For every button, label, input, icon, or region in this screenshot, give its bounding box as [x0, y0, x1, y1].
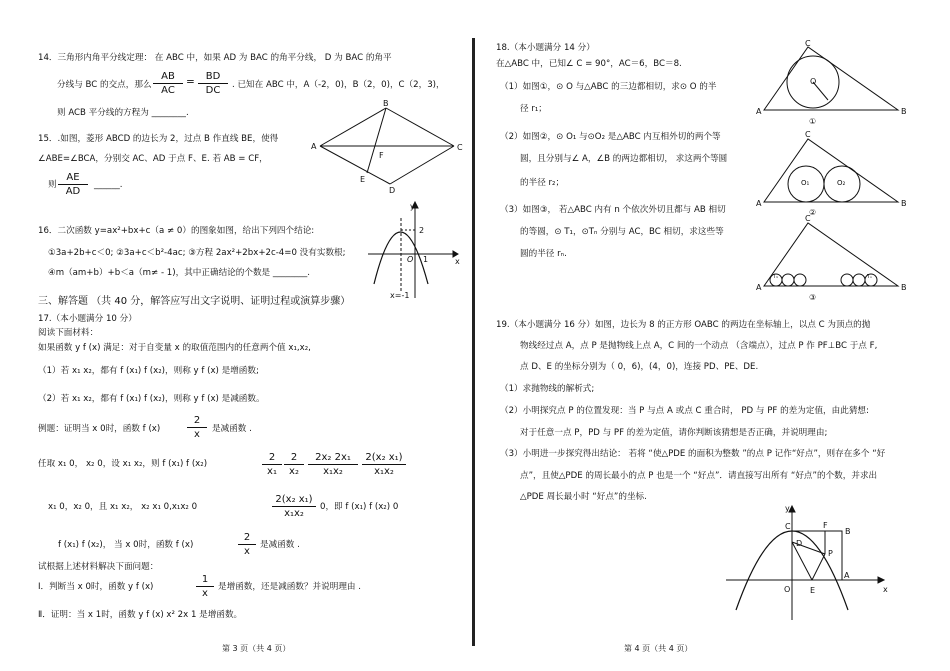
fig2-label-c: C — [805, 130, 811, 139]
q17-part-ii: Ⅱ．证明：当 x 1时，函数 y f (x) x² 2x 1 是增函数。 — [38, 610, 243, 620]
q18-p1a: （1）如图①，⊙ O 与△ABC 的三边都相切，求⊙ O 的半 — [500, 82, 717, 92]
rhombus-edge-bc — [386, 108, 454, 146]
q18-triangle-figures — [756, 40, 910, 302]
frac-den: x — [244, 546, 250, 557]
q19-part-3-end: △PDE 周长最小时 “好点”的坐标. — [520, 492, 647, 502]
q14-equals: = — [186, 76, 195, 88]
q15-fraction-ae-ad — [58, 171, 88, 198]
label-e: E — [810, 586, 816, 595]
q18-p2b: 圆，且分别与∠ A，∠B 的两边都相切， 求这两个等圆 — [520, 154, 728, 164]
fig3-number: ③ — [809, 293, 817, 302]
q14-frac-ab: AB — [153, 70, 183, 84]
fig3-circle — [782, 274, 794, 286]
fig3-label-tn: Tₙ — [867, 274, 873, 280]
fig2-triangle — [764, 139, 898, 202]
frac-den: x₁x₂ — [284, 508, 304, 519]
q15-frac-ae: AE — [58, 171, 88, 185]
q19-part-3-cont: 点”，且使△PDE 的周长最小的点 P 也是一个 “好点”．请直接写出所有 “好点”的个数，并求出 — [520, 471, 878, 481]
q17-line7a: f (x₁) f (x₂)， 当 x 0时，函数 f (x) — [58, 540, 194, 550]
q17-part-i: Ⅰ．判断当 x 0时，函数 y f (x) — [38, 582, 154, 592]
q17-frac-4 — [362, 451, 406, 478]
frac-den: x₁x₂ — [374, 466, 394, 477]
fig2-label-b: B — [901, 199, 907, 208]
frac-num: 2 — [187, 414, 207, 428]
q17-line6a: x₁ 0，x₂ 0，且 x₁ x₂， x₂ x₁ 0,x₁x₂ 0 — [48, 502, 198, 512]
q16-line3: ④m（am+b）+b＜a（m≠ - 1)，其中正确结论的个数是 ________. — [48, 268, 310, 278]
fig3-label-c: C — [805, 214, 811, 223]
q19-part-3: （3）小明进一步探究得出结论： 若将 “使△PDE 的面积为整数 ”的点 P 记作“好点”，则存在多个 “好 — [500, 449, 886, 459]
label-b: B — [383, 99, 389, 108]
q18-p2a: （2）如图②，⊙ O₁ 与⊙O₂ 是△ABC 内互相外切的两个等 — [500, 132, 721, 142]
q17-case-2: （2）若 x₁ x₂，都有 f (x₁) f (x₂)，则称 y f (x) 是减函数。 — [38, 394, 265, 404]
q14-line2a: 分线与 BC 的交点，那么 — [57, 80, 152, 90]
q14-frac-dc: DC — [205, 85, 221, 96]
fig3-label-t1: T₁ — [773, 274, 779, 280]
q17-ex-fraction — [187, 414, 207, 441]
q16-line1: 16．二次函数 y=ax²+bx+c（a ≠ 0）的图象如图，给出下列四个结论: — [38, 226, 315, 236]
fig1-label-a: A — [756, 107, 762, 116]
q17-part-i-end: 是增函数，还是减函数？并说明理由 . — [218, 582, 361, 592]
q15-line2: ∠ABE=∠BCA，分别交 AC、AD 于点 F、E. 若 AB = CF， — [38, 154, 268, 164]
x-axis-arrow-icon — [878, 577, 884, 583]
q17-example-end: 是减函数 . — [212, 424, 252, 434]
label-a: A — [844, 571, 850, 580]
q17-frac-3 — [308, 451, 358, 478]
q15-line1: 15．.如图，菱形 ABCD 的边长为 2，过点 B 作直线 BE，使得 — [38, 134, 279, 144]
fig3-circle — [794, 274, 806, 286]
frac-num: 1 — [196, 573, 214, 587]
q14-fraction-ab-ac — [153, 70, 183, 97]
q15-frac-ad: AD — [65, 186, 81, 197]
q14-frac-bd: BD — [198, 70, 228, 84]
fig1-label-o: O — [810, 77, 817, 86]
q16-line2: ①3a+2b+c＜0; ②3a+c＜b²-4ac; ③方程 2ax²+2bx+2c-4=0 没有实数根; — [48, 248, 346, 258]
q14-line2b: . 已知在 ABC 中，A（-2，0)，B（2，0)，C（2，3)， — [232, 80, 445, 90]
q19-line1: 19.（本小题满分 16 分）如图，边长为 8 的正方形 OABC 的两边在坐标轴上，以点 C 为顶点的抛 — [496, 320, 871, 330]
section-3-heading: 三、解答题 （共 40 分，解答应写出文字说明、证明过程或演算步骤） — [38, 296, 351, 307]
frac-num: 2(x₂ x₁) — [272, 493, 316, 507]
q16-parabola-figure — [364, 200, 464, 300]
label-1: 1 — [423, 255, 429, 264]
q15-line3b: ______. — [94, 180, 123, 190]
segment-pe — [812, 554, 825, 580]
frac-num: 2 — [262, 451, 282, 465]
q14-line1: 14．三角形内角平分线定理： 在 ABC 中，如果 AD 为 BAC 的角平分线， D 为 BAC 的角平 — [38, 53, 392, 63]
q17-frac-1 — [262, 451, 282, 478]
label-y: y — [410, 202, 415, 211]
fig2-label-a: A — [756, 199, 762, 208]
page-divider — [472, 38, 475, 646]
fig2-label-o1: O₁ — [801, 179, 810, 187]
frac-num: 2 — [284, 451, 304, 465]
q17-case-1: （1）若 x₁ x₂，都有 f (x₁) f (x₂)，则称 y f (x) 是增函数; — [38, 366, 259, 376]
q17-line6b: 0，即 f (x₁) f (x₂) 0 — [320, 502, 399, 512]
label-b: B — [845, 527, 851, 536]
label-d: D — [796, 539, 803, 548]
frac-den: x — [202, 588, 208, 599]
frac-den: x₁x₂ — [323, 466, 343, 477]
q19-coordinate-figure — [724, 502, 890, 624]
q14-line3: 则 ACB 平分线的方程为 ________. — [57, 108, 189, 118]
q14-frac-ac: AC — [161, 85, 175, 96]
q17-frac-2 — [284, 451, 304, 478]
page-4-footer: 第 4 页（共 4 页） — [624, 644, 693, 653]
q19-line3: 点 D、E 的坐标分别为（ 0，6)，(4，0)，连接 PD、PE、DE. — [520, 362, 759, 372]
fig2-number: ② — [809, 208, 817, 217]
q17-example: 例题：证明当 x 0时，函数 f (x) — [38, 424, 161, 434]
label-x-minus-1: x=-1 — [390, 291, 410, 300]
label-o: O — [784, 585, 791, 594]
fig1-label-b: B — [901, 107, 907, 116]
q18-p2c: 的半径 r₂； — [520, 178, 565, 188]
q17-frac-6 — [238, 531, 256, 558]
frac-num: 2 — [238, 531, 256, 545]
label-2: 2 — [419, 226, 425, 235]
y-axis-arrow-icon — [789, 506, 795, 512]
label-c: C — [785, 522, 791, 531]
q18-p3c: 圆的半径 rₙ. — [520, 249, 567, 259]
label-e: E — [360, 175, 366, 184]
label-d: D — [389, 186, 396, 194]
frac-den: x — [194, 429, 200, 440]
label-y: y — [785, 504, 790, 513]
q17-read: 阅读下面材料： — [38, 328, 99, 338]
label-x: x — [883, 585, 888, 594]
q19-line2: 物线经过点 A，点 P 是抛物线上点 A，C 间的一个动点 （含端点），过点 P 作 PF⊥BC 于点 F, — [520, 341, 878, 351]
fig3-triangle — [764, 223, 898, 286]
q18-title: 18.（本小题满分 14 分） — [496, 43, 595, 53]
fig1-number: ① — [809, 117, 817, 126]
fig3-label-a: A — [756, 283, 762, 292]
q19-part-2: （2）小明探究点 P 的位置发现：当 P 与点 A 或点 C 重合时， PD 与 PF 的差为定值，由此猜想: — [500, 406, 869, 416]
fig3-circle — [853, 274, 865, 286]
label-f: F — [379, 151, 384, 160]
q17-line7b: 是减函数 . — [260, 540, 300, 550]
fig3-label-b: B — [901, 283, 907, 292]
frac-den: x₁ — [267, 466, 277, 477]
q15-line3a: 则 — [48, 180, 57, 190]
q17-solve: 试根据上述材料解决下面问题： — [38, 562, 159, 572]
label-origin: O — [407, 255, 414, 264]
label-a: A — [311, 142, 317, 151]
q17-frac-5 — [272, 493, 316, 520]
q19-part-1: （1）求抛物线的解析式; — [500, 384, 595, 394]
q14-fraction-bd-dc — [198, 70, 228, 97]
q17-take: 任取 x₁ 0， x₂ 0，设 x₁ x₂，则 f (x₁) f (x₂) — [38, 459, 208, 469]
q19-part-2-cont: 对于任意一点 P，PD 与 PF 的差为定值，请你判断该猜想是否正确，并说明理由; — [520, 428, 828, 438]
q17-part-i-fraction — [196, 573, 214, 600]
label-c: C — [457, 143, 463, 152]
fig2-label-o2: O₂ — [837, 179, 846, 187]
q15-rhombus-figure — [310, 98, 472, 194]
q17-title: 17.（本小题满分 10 分） — [38, 314, 137, 324]
fig3-circle — [841, 274, 853, 286]
label-f: F — [823, 521, 828, 530]
frac-num: 2x₂ 2x₁ — [308, 451, 358, 465]
page-3-footer: 第 3 页（共 4 页） — [222, 644, 291, 653]
frac-num: 2(x₂ x₁) — [362, 451, 406, 465]
q17-definition: 如果函数 y f (x) 满足：对于自变量 x 的取值范围内的任意两个值 x₁,x₂, — [38, 343, 311, 353]
label-x: x — [455, 257, 460, 266]
label-p: P — [828, 549, 833, 558]
q18-p3a: （3）如图③， 若△ABC 内有 n 个依次外切且都与 AB 相切 — [500, 205, 726, 215]
rhombus-edge-cd — [390, 146, 454, 184]
frac-den: x₂ — [289, 466, 299, 477]
q18-p3b: 的等圆，⊙ T₁，⊙Tₙ 分别与 AC，BC 相切，求这些等 — [520, 227, 724, 237]
page-4 — [476, 0, 950, 671]
fig1-label-c: C — [805, 40, 811, 48]
q18-given: 在△ABC 中，已知∠ C = 90°，AC＝6，BC＝8. — [496, 59, 682, 69]
page-3 — [0, 0, 472, 671]
q18-p1b: 径 r₁； — [520, 104, 547, 114]
